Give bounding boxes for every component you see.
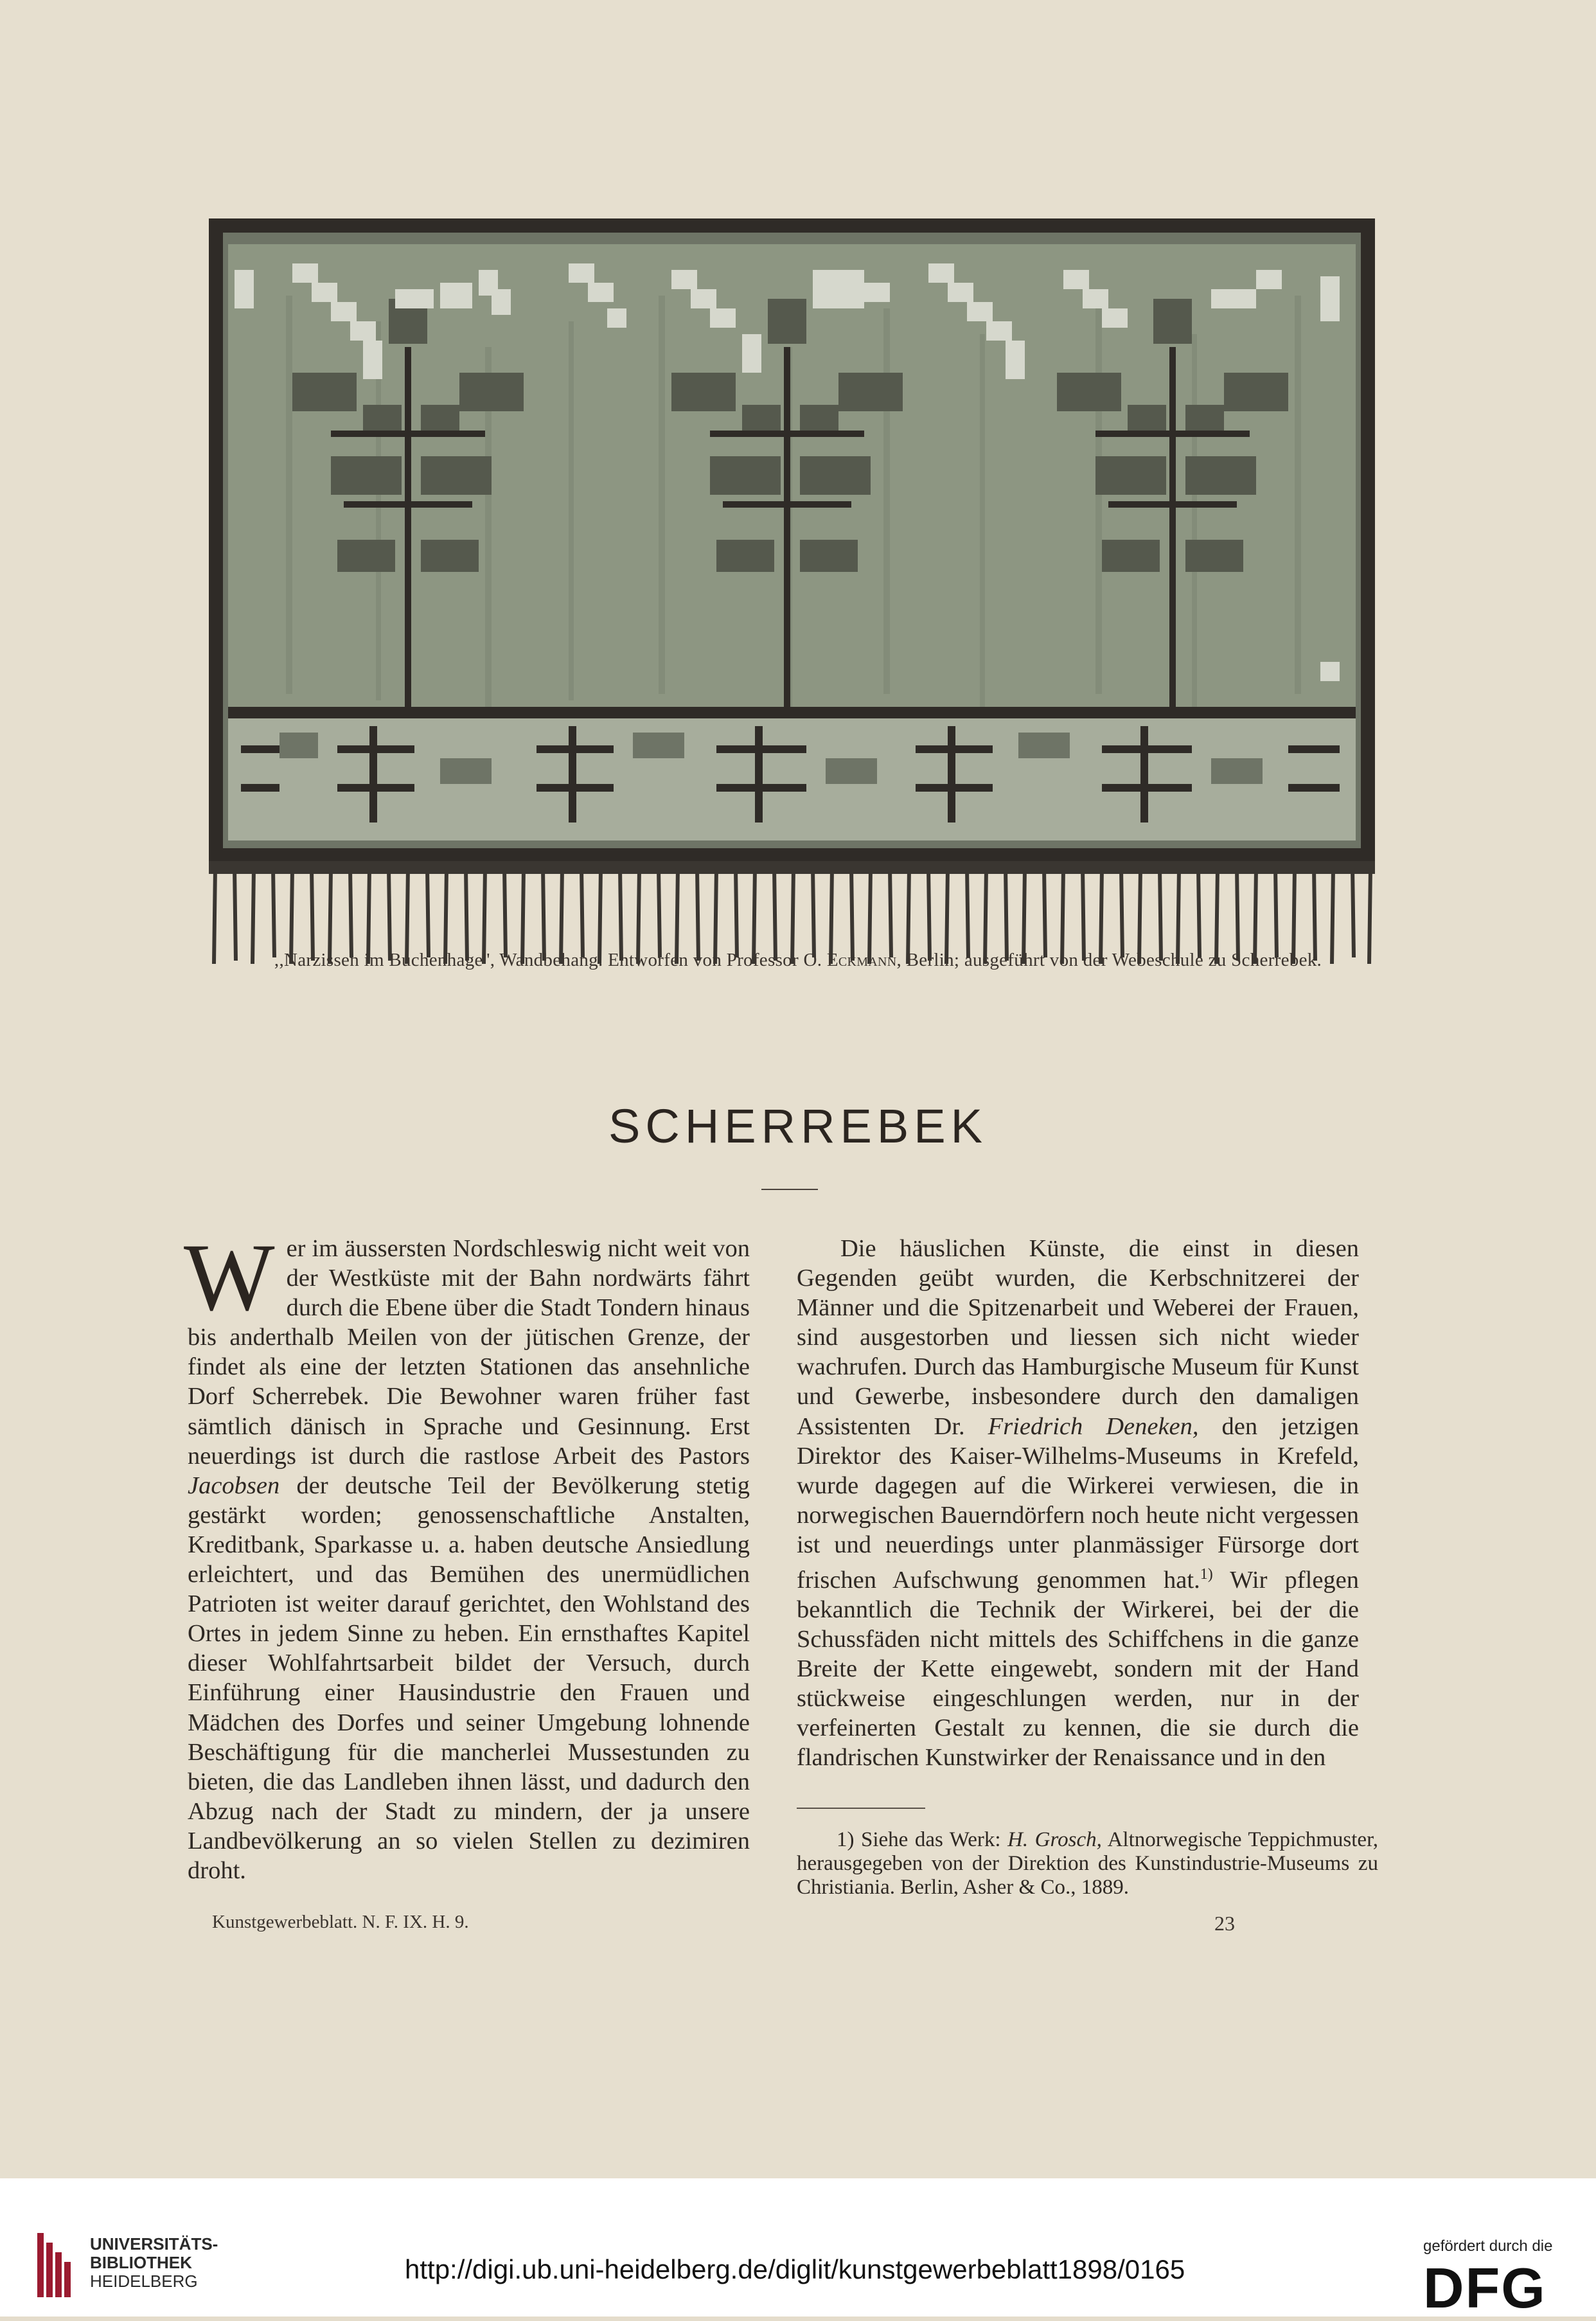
journal-footer: Kunstgewerbeblatt. N. F. IX. H. 9. bbox=[212, 1912, 469, 1932]
library-name-line2: BIBLIOTHEK bbox=[90, 2253, 192, 2272]
footnote-author: H. Grosch, bbox=[1007, 1828, 1102, 1851]
left-paragraph bbox=[184, 1224, 750, 1885]
university-library-logo-icon bbox=[31, 2230, 82, 2300]
footnote-text-b: Altnorwegische Teppichmuster, herausgegeben von der Direktion des Kunstindustrie-Museums zu Christiania. Berlin, Asher & Co., 1889. bbox=[797, 1828, 1378, 1899]
left-column bbox=[184, 1224, 750, 1885]
figure-caption bbox=[129, 950, 1467, 971]
right-column bbox=[797, 1234, 1359, 1773]
right-text-name: Friedrich Deneken, bbox=[988, 1412, 1199, 1440]
footnote-rule bbox=[797, 1808, 925, 1809]
caption-designer-name: Eckmann bbox=[826, 950, 897, 970]
right-text-b: den jetzigen Direktor des Kaiser-Wilhelms-Museums in Krefeld, wurde dagegen auf die Wirkerei verwiesen, die in norwegischen Bauerndörfern noch heute nicht vergessen ist und neuerdings unter planmässiger Fürsorge dort frischen Aufschwung genommen hat. bbox=[797, 1412, 1359, 1594]
library-name-line1: UNIVERSITÄTS- bbox=[90, 2234, 218, 2254]
caption-text: ,,Narzissen im Buchenhage'', Wandbehang. Entworfen von Professor O. bbox=[274, 950, 827, 970]
left-text-b: der deutsche Teil der Bevölkerung stetig gestärkt worden; genossenschaftliche Anstalten, Kreditbank, Sparkasse u. a. haben deutsche Ansiedlung erleichtert, und das Bemühen des unermüdlichen Patrioten ist weiter darauf gerichtet, den Wohlstand des Ortes in jedem Sinne zu heben. Ein ernsthaftes Kapitel dieser Wohlfahrtsarbeit bildet der Versuch, durch Einführung einer Hausindustrie den Frauen und Mädchen des Dorfes und seiner Umgebung lohnende Beschäftigung für die mancherlei Mussestunden zu bieten, die das Landleben ihnen lässt, und dadurch den Abzug nach der Stadt zu mindern, der ja unsere Landbevölkerung an so vielen Stellen zu dezimiren droht. bbox=[188, 1472, 750, 1884]
page-number: 23 bbox=[1214, 1912, 1235, 1935]
title-rule bbox=[761, 1189, 818, 1190]
footnote-marker: 1) bbox=[1200, 1566, 1213, 1583]
library-name bbox=[90, 2235, 218, 2291]
right-text-c: Wir pflegen bekanntlich die Technik der Wirkerei, bei der die Schussfäden nicht mittels des Schiffchens in die ganze Breite der Kette eingewebt, sondern mit der Hand stückweise eingeschlungen werden, nur in der verfeinerten Gestalt zu kennen, die sie durch die flandrischen Kunstwirker der Renaissance und in den bbox=[797, 1566, 1359, 1772]
footnote bbox=[797, 1828, 1378, 1899]
left-text-name: Jacobsen bbox=[188, 1472, 280, 1499]
tapestry-image bbox=[209, 218, 1375, 964]
article-title: SCHERREBEK bbox=[608, 1099, 988, 1153]
digitization-banner bbox=[0, 2178, 1596, 2320]
library-name-line3: HEIDELBERG bbox=[90, 2272, 198, 2291]
caption-text-end: , Berlin; ausgeführt von der Webeschule zu Scherrebek. bbox=[896, 950, 1322, 970]
left-text-a: er im äussersten Nordschleswig nicht weit von der Westküste mit der Bahn nordwärts fährt durch die Ebene über die Stadt Tondern hinaus bis anderthalb Meilen von der jütischen Grenze, der findet als eine der letzten Stationen das ansehnliche Dorf Scherrebek. Die Bewohner waren früher fast sämtlich dänisch in Sprache und Gesinnung. Erst neuerdings ist durch die rastlose Arbeit des Pastors bbox=[188, 1235, 750, 1470]
footnote-text-a: 1) Siehe das Werk: bbox=[837, 1828, 1008, 1851]
right-text-a: Die häuslichen Künste, die einst in diesen Gegenden geübt wurden, die Kerbschnitzerei der Männer und die Spitzenarbeit und Weberei der Frauen, sind ausgestorben und liessen sich nicht wieder wachrufen. Durch das Hamburgische Museum für Kunst und Gewerbe, insbesondere durch den damaligen Assistenten Dr. bbox=[797, 1235, 1359, 1440]
permalink-url[interactable]: http://digi.ub.uni-heidelberg.de/diglit/kunstgewerbeblatt1898/0165 bbox=[405, 2254, 1185, 2284]
funding-label: gefördert durch die bbox=[1423, 2237, 1553, 2255]
right-paragraph bbox=[797, 1234, 1359, 1773]
tapestry-illustration bbox=[209, 218, 1375, 964]
drop-cap: W bbox=[184, 1224, 275, 1331]
dfg-logo: DFG bbox=[1423, 2256, 1547, 2320]
